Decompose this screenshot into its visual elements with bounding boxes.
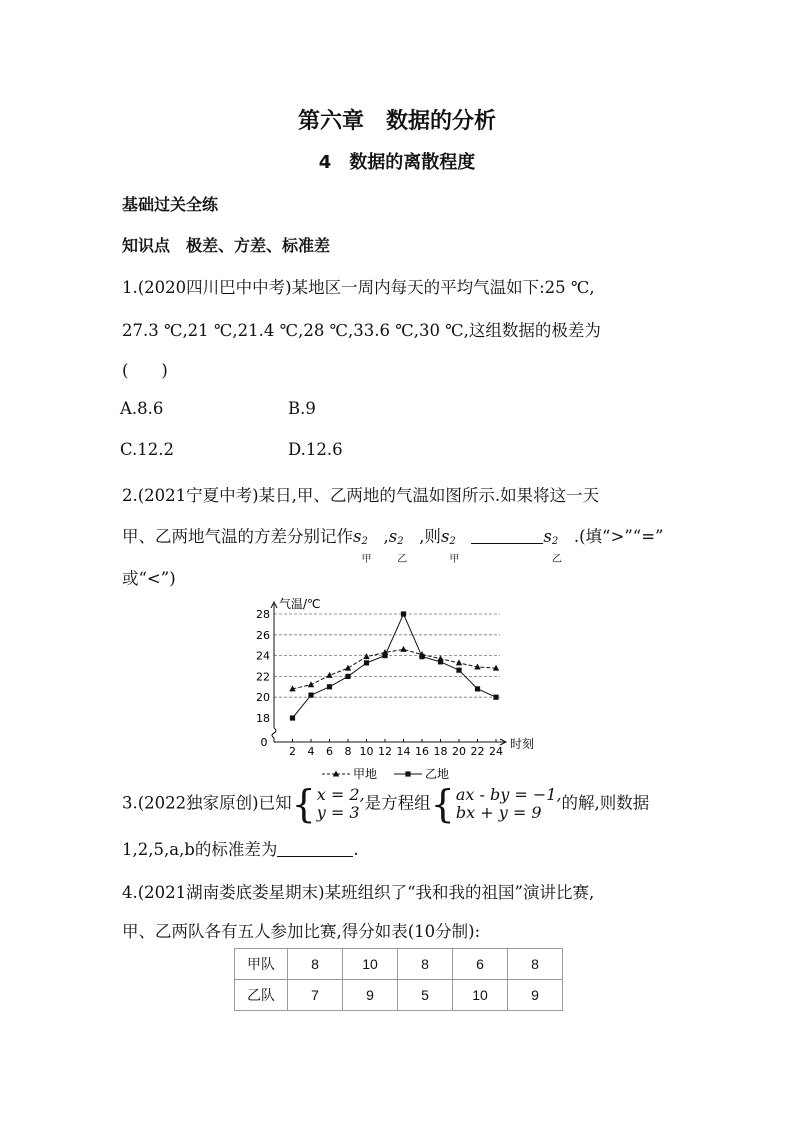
score-cell: 9	[343, 980, 398, 1011]
q3-line2-end: .	[353, 840, 359, 859]
equation-1: ax - by = −1,	[455, 785, 562, 804]
legend-marker-yi	[405, 771, 410, 776]
x-tick-label: 6	[326, 745, 333, 758]
y-tick-label: 18	[256, 712, 270, 725]
x-tick-label: 2	[289, 745, 296, 758]
team-label: 乙队	[235, 980, 288, 1011]
triangle-point	[363, 653, 369, 659]
x-tick-label: 10	[359, 745, 374, 758]
square-point	[382, 653, 387, 658]
s-yi-squared-2: s 2 乙	[543, 527, 562, 565]
square-point	[419, 654, 424, 659]
score-cell: 5	[398, 980, 453, 1011]
y-tick-label: 24	[256, 649, 270, 663]
q2-line1: 2.(2021宁夏中考)某日,甲、乙两地的气温如图所示.如果将这一天	[122, 486, 600, 505]
table-row	[235, 980, 563, 1011]
q2-line2-text: 甲、乙两地气温的方差分别记作	[122, 527, 353, 546]
q3-line1: 3.(2022独家原创)已知{x = 2, y = 3 是方程组{ax - by = −1, bx + y = 9 的解,则数据	[122, 782, 650, 826]
chapter-title: 第六章 数据的分析	[297, 109, 496, 134]
score-cell: 7	[288, 980, 343, 1011]
square-point	[308, 693, 313, 698]
square-point	[475, 686, 480, 691]
q2-line2-end: .(填“>”“=”	[573, 527, 664, 546]
square-point	[401, 611, 406, 616]
temperature-chart	[238, 594, 558, 790]
q1-line1: 1.(2020四川巴中中考)某地区一周内每天的平均气温如下:25 ℃,	[122, 278, 595, 297]
q3-suffix: 的解,则数据	[561, 793, 650, 813]
triangle-point	[456, 659, 462, 665]
score-cell: 10	[453, 980, 508, 1011]
q1-option-d: D.12.6	[288, 440, 343, 459]
square-point	[345, 674, 350, 679]
x-tick-label: 8	[344, 745, 352, 758]
x-tick-label: 16	[415, 745, 429, 758]
legend-label-yi: 乙地	[425, 767, 450, 781]
x-axis-label: 时刻	[510, 737, 535, 751]
table-row	[235, 949, 563, 980]
score-table	[234, 948, 563, 1011]
q3-line2	[122, 836, 359, 860]
square-point	[493, 695, 498, 700]
triangle-point	[308, 681, 314, 687]
q2-line2	[122, 523, 664, 565]
legend-label-jia: 甲地	[353, 767, 378, 781]
q3-line2-text: 1,2,5,a,b的标准差为	[122, 840, 278, 859]
q2-line3: 或“<”)	[122, 569, 176, 588]
square-point	[290, 715, 295, 720]
q3-middle: 是方程组	[364, 793, 431, 813]
s-jia-squared-2: s 2 甲	[440, 527, 460, 565]
then-text: ,则	[419, 527, 441, 546]
score-cell: 8	[288, 949, 343, 980]
x-tick-label: 12	[378, 745, 392, 758]
q1-line3: ( )	[122, 361, 168, 380]
q1-option-a: A.8.6	[120, 399, 164, 418]
x-tick-label: 24	[489, 745, 503, 758]
solution-x: x = 2,	[316, 785, 365, 804]
triangle-point	[345, 665, 351, 671]
series-line-2	[293, 614, 497, 718]
axis-break	[272, 728, 276, 738]
score-cell: 8	[508, 949, 563, 980]
solution-y: y = 3	[316, 803, 360, 822]
equation-2: bx + y = 9	[455, 803, 542, 822]
x-tick-label: 20	[452, 745, 466, 758]
y-tick-label: 20	[256, 691, 270, 705]
score-cell: 8	[398, 949, 453, 980]
y-tick-label: 22	[256, 670, 270, 684]
knowledge-point-heading: 知识点 极差、方差、标准差	[122, 236, 331, 255]
q3-answer-blank[interactable]	[277, 840, 353, 857]
square-point	[327, 684, 332, 689]
square-point	[456, 668, 461, 673]
team-label: 甲队	[235, 949, 288, 980]
q1-line2: 27.3 ℃,21 ℃,21.4 ℃,28 ℃,33.6 ℃,30 ℃,这组数据的极差为	[122, 321, 601, 340]
q2-answer-blank[interactable]	[471, 527, 543, 544]
practice-heading: 基础过关全练	[122, 195, 219, 214]
q1-option-c: C.12.2	[120, 440, 175, 459]
y-axis-label: 气温/℃	[279, 597, 321, 611]
s-jia-squared: s 2 甲	[353, 527, 372, 565]
origin-label: 0	[260, 736, 268, 749]
score-cell: 10	[343, 949, 398, 980]
equation-system	[456, 786, 562, 822]
x-tick-label: 18	[433, 745, 448, 758]
score-cell: 9	[508, 980, 563, 1011]
y-tick-label: 26	[256, 628, 270, 642]
q3-prefix: 3.(2022独家原创)已知	[122, 793, 292, 813]
square-point	[438, 659, 443, 664]
x-tick-label: 4	[307, 745, 315, 758]
triangle-point	[400, 646, 406, 652]
square-point	[364, 660, 369, 665]
solution-system	[317, 786, 365, 822]
triangle-point	[326, 672, 332, 678]
q1-option-b: B.9	[288, 399, 316, 418]
y-tick-label: 28	[256, 608, 270, 621]
comma: ,	[383, 527, 389, 546]
q4-line1: 4.(2021湖南娄底娄星期末)某班组织了“我和我的祖国”演讲比赛,	[122, 883, 595, 902]
s-yi-squared: s 2 乙	[388, 527, 408, 565]
score-cell: 6	[453, 949, 508, 980]
x-tick-label: 14	[396, 745, 411, 758]
section-title: 4 数据的离散程度	[318, 152, 476, 173]
x-tick-label: 22	[470, 745, 485, 758]
q4-line2: 甲、乙两队各有五人参加比赛,得分如表(10分制):	[122, 922, 481, 941]
